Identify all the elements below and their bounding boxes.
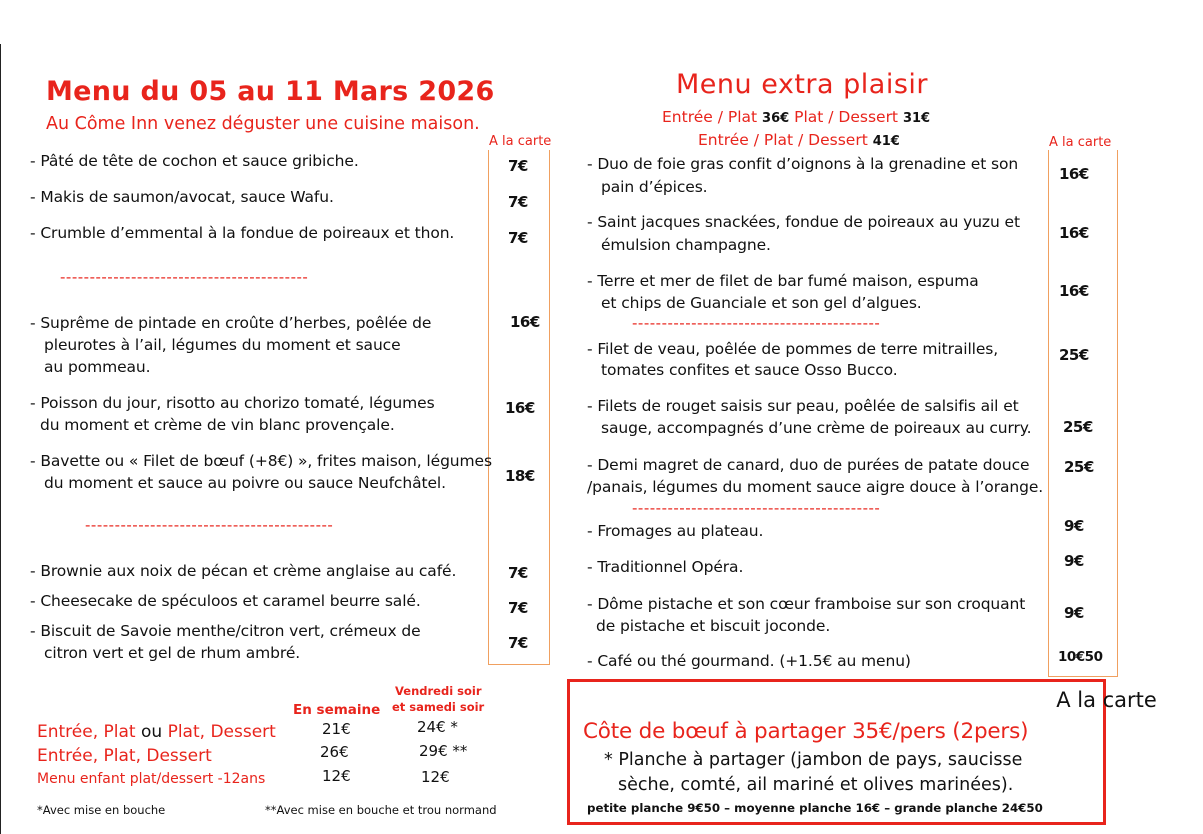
- right-dessert-2-price: 9€: [1064, 552, 1084, 570]
- right-prices-l2-a: Entrée / Plat / Dessert: [698, 131, 873, 149]
- right-dessert-3-price: 9€: [1064, 604, 1084, 622]
- formula-row-3-week: 12€: [322, 767, 351, 785]
- left-starter-3: - Crumble d’emmental à la fondue de poireaux et thon.: [30, 224, 455, 242]
- formula-note-2: **Avec mise en bouche et trou normand: [265, 803, 497, 817]
- right-main-3-line2: /panais, légumes du moment sauce aigre douce à l’orange.: [587, 478, 1044, 496]
- left-dessert-2: - Cheesecake de spéculoos et caramel beurre salé.: [30, 592, 421, 610]
- formula-header-weekend-1: Vendredi soir: [395, 684, 482, 698]
- right-starter-2-price: 16€: [1059, 224, 1089, 242]
- right-starter-2-line1: - Saint jacques snackées, fondue de poireaux au yuzu et: [587, 213, 1020, 231]
- left-starter-3-price: 7€: [508, 229, 528, 247]
- right-menu-prices-line2: [698, 131, 900, 149]
- formula-row-1-label-or: ou: [135, 722, 168, 742]
- right-dessert-3-line1: - Dôme pistache et son cœur framboise sur son croquant: [587, 595, 1026, 613]
- right-prices-l1-a: Entrée / Plat: [662, 108, 763, 126]
- formula-row-2-label: Entrée, Plat, Dessert: [37, 746, 212, 766]
- page-left-rule: [0, 44, 1, 834]
- left-separator-2: ------------------------------------------: [85, 516, 334, 534]
- right-starter-1-price: 16€: [1059, 165, 1089, 183]
- right-starter-3-price: 16€: [1059, 282, 1089, 300]
- left-main-2-price: 16€: [505, 399, 535, 417]
- left-starter-2: - Makis de saumon/avocat, sauce Wafu.: [30, 188, 334, 206]
- right-prices-l1-p1: 36€: [762, 111, 790, 126]
- formula-row-1-label: [37, 722, 276, 742]
- left-starter-2-price: 7€: [508, 193, 528, 211]
- right-a-la-carte-label: A la carte: [1049, 135, 1112, 150]
- right-main-3-line1: - Demi magret de canard, duo de purées de patate douce: [587, 456, 1030, 474]
- right-main-3-price: 25€: [1064, 458, 1094, 476]
- left-main-2-line2: du moment et crème de vin blanc provençale.: [40, 416, 395, 434]
- cote-de-boeuf-offer: Côte de bœuf à partager 35€/pers (2pers): [583, 719, 1029, 744]
- formula-row-3-label: Menu enfant plat/dessert -12ans: [37, 771, 266, 787]
- left-dessert-3-price: 7€: [508, 634, 528, 652]
- right-separator-1: ------------------------------------------: [632, 314, 881, 332]
- formula-row-1-weekend: 24€ *: [417, 718, 458, 736]
- right-main-1-line2: tomates confites et sauce Osso Bucco.: [601, 361, 898, 379]
- right-prices-l1-p2: 31€: [902, 111, 931, 126]
- left-starter-1: - Pâté de tête de cochon et sauce gribiche.: [30, 152, 359, 170]
- right-dessert-4: - Café ou thé gourmand. (+1.5€ au menu): [587, 652, 911, 670]
- right-main-2-price: 25€: [1063, 418, 1093, 436]
- right-dessert-3-line2: de pistache et biscuit joconde.: [596, 617, 831, 635]
- right-menu-prices-line1: [662, 108, 930, 126]
- formula-row-1-label-b: Plat, Dessert: [167, 722, 276, 742]
- right-separator-2: ------------------------------------------: [632, 499, 881, 517]
- right-dessert-1-price: 9€: [1064, 517, 1084, 535]
- formula-row-1-label-a: Entrée, Plat: [37, 722, 136, 742]
- right-starter-2-line2: émulsion champagne.: [601, 236, 771, 254]
- formula-header-week: En semaine: [293, 702, 381, 718]
- left-dessert-2-price: 7€: [508, 599, 528, 617]
- planche-line-1: * Planche à partager (jambon de pays, saucisse: [604, 750, 1023, 770]
- left-dessert-1-price: 7€: [508, 564, 528, 582]
- planche-line-2: sèche, comté, ail mariné et olives marinées).: [618, 775, 1014, 795]
- formula-header-weekend-2: et samedi soir: [392, 700, 485, 714]
- formula-note-1: *Avec mise en bouche: [37, 803, 166, 817]
- left-dessert-1: - Brownie aux noix de pécan et crème anglaise au café.: [30, 562, 457, 580]
- right-prices-l2-p: 41€: [872, 134, 900, 149]
- right-dessert-2: - Traditionnel Opéra.: [587, 558, 744, 576]
- planche-sizes: petite planche 9€50 – moyenne planche 16€ – grande planche 24€50: [587, 801, 1043, 815]
- formula-row-2-week: 26€: [320, 743, 349, 761]
- formula-row-1-week: 21€: [322, 720, 351, 738]
- right-main-1-line1: - Filet de veau, poêlée de pommes de terre mitrailles,: [587, 340, 999, 358]
- formula-row-3-weekend: 12€: [421, 768, 450, 786]
- left-main-1-price: 16€: [510, 313, 540, 331]
- right-prices-l1-b: Plat / Dessert: [789, 108, 903, 126]
- left-main-1-line2: pleurotes à l’ail, légumes du moment et sauce: [44, 336, 401, 354]
- right-menu-title: Menu extra plaisir: [676, 69, 928, 100]
- left-main-3-price: 18€: [505, 467, 535, 485]
- left-main-3-line2: du moment et sauce au poivre ou sauce Neufchâtel.: [44, 474, 446, 492]
- left-menu-title: Menu du 05 au 11 Mars 2026: [46, 76, 495, 107]
- right-starter-3-line1: - Terre et mer de filet de bar fumé maison, espuma: [587, 272, 979, 290]
- left-dessert-3-line1: - Biscuit de Savoie menthe/citron vert, crémeux de: [30, 622, 421, 640]
- left-main-1-line3: au pommeau.: [44, 358, 151, 376]
- right-main-1-price: 25€: [1059, 346, 1089, 364]
- right-dessert-4-price: 10€50: [1058, 649, 1103, 665]
- right-starter-1-line1: - Duo de foie gras confit d’oignons à la grenadine et son: [587, 155, 1019, 173]
- left-separator-1: ------------------------------------------: [60, 268, 309, 286]
- left-a-la-carte-label: A la carte: [489, 134, 552, 149]
- a-la-carte-box-title: A la carte: [1056, 688, 1157, 712]
- left-main-1-line1: - Suprême de pintade en croûte d’herbes, poêlée de: [30, 314, 432, 332]
- formula-row-2-weekend: 29€ **: [419, 742, 468, 760]
- right-starter-1-line2: pain d’épices.: [601, 178, 708, 196]
- left-dessert-3-line2: citron vert et gel de rhum ambré.: [44, 644, 301, 662]
- left-menu-subtitle: Au Côme Inn venez déguster une cuisine maison.: [46, 114, 480, 134]
- right-main-2-line1: - Filets de rouget saisis sur peau, poêlée de salsifis ail et: [587, 397, 1019, 415]
- right-starter-3-line2: et chips de Guanciale et son gel d’algues.: [601, 294, 922, 312]
- right-dessert-1: - Fromages au plateau.: [587, 522, 764, 540]
- left-main-3-line1: - Bavette ou « Filet de bœuf (+8€) », frites maison, légumes: [30, 452, 492, 470]
- right-main-2-line2: sauge, accompagnés d’une crème de poireaux au curry.: [601, 419, 1032, 437]
- left-main-2-line1: - Poisson du jour, risotto au chorizo tomaté, légumes: [30, 394, 435, 412]
- left-starter-1-price: 7€: [508, 157, 528, 175]
